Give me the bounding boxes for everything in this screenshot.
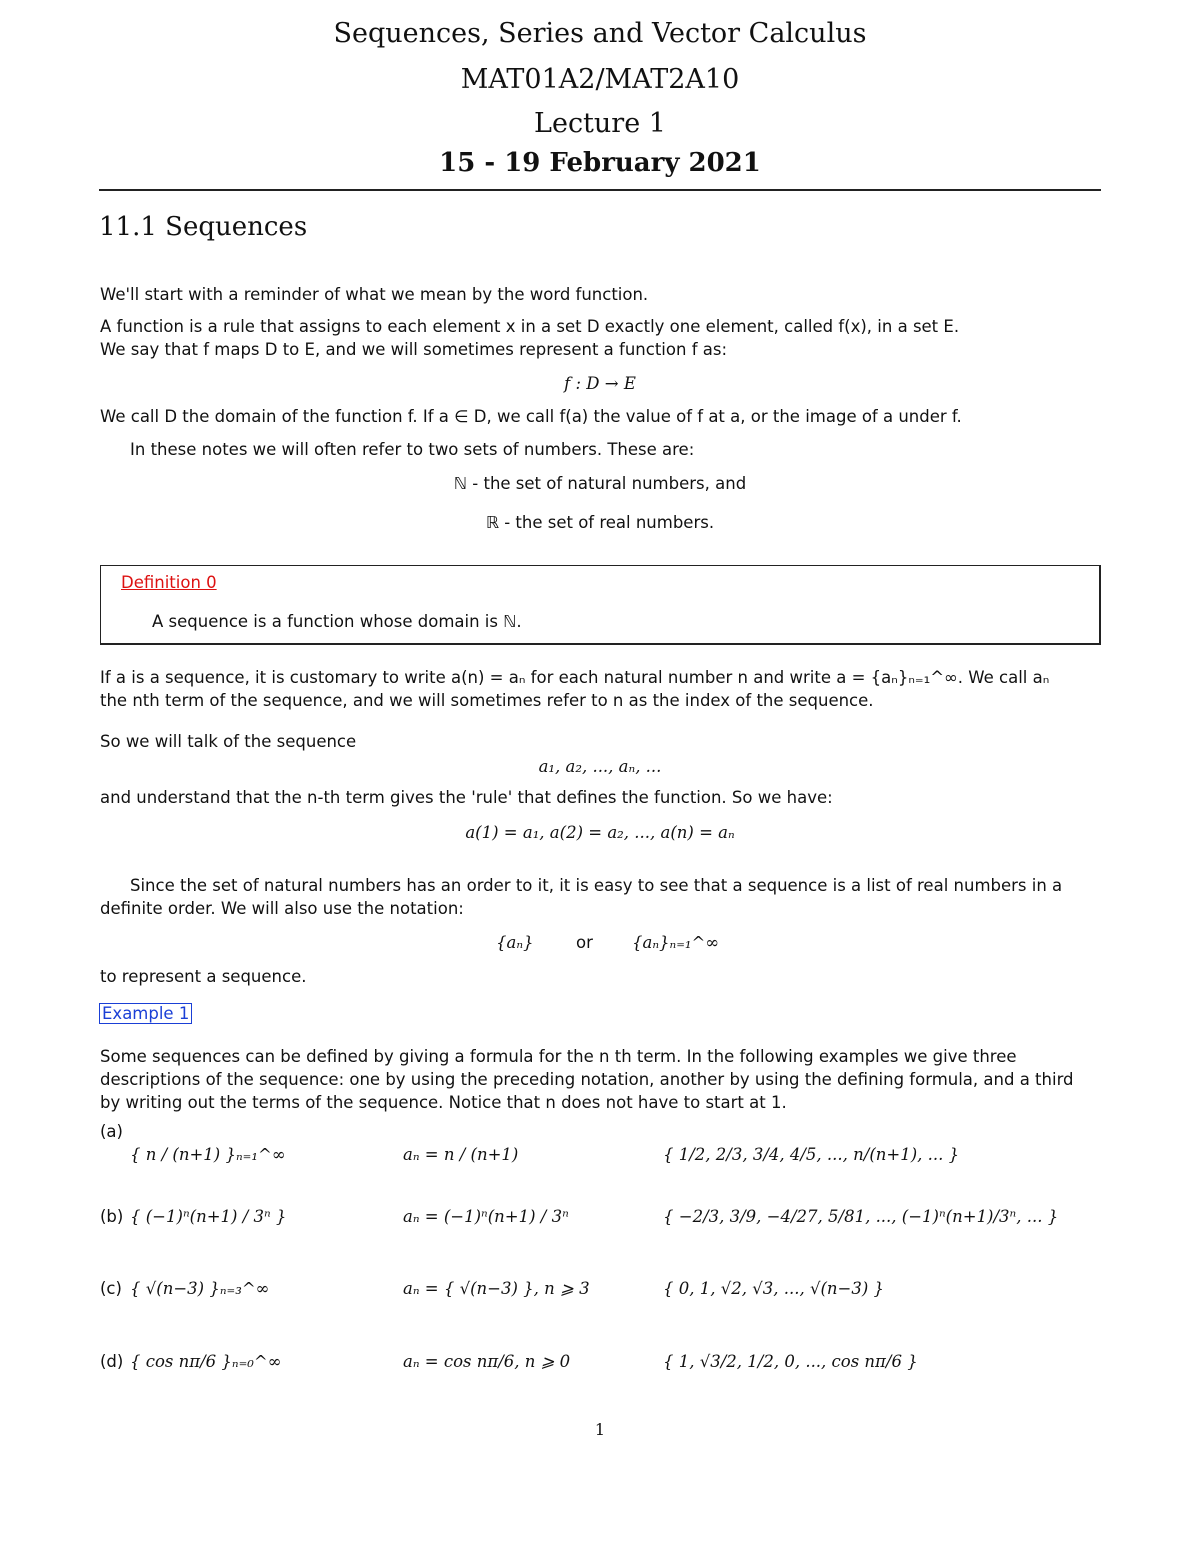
body-paragraph-9b: definite order. We will also use the notation:	[100, 899, 464, 918]
row-d-formula: aₙ = cos nπ/6, n ⩾ 0	[403, 1352, 571, 1371]
row-label: (a)	[100, 1122, 123, 1141]
function-mapping-display: f : D → E	[564, 374, 636, 393]
row-c-formula: aₙ = { √(n−3) }, n ⩾ 3	[403, 1279, 590, 1298]
definition-text: A sequence is a function whose domain is ℕ.	[152, 612, 522, 631]
intro-paragraph-2: A function is a rule that assigns to each element x in a set D exactly one element, called f(x), in a set E.	[100, 317, 960, 336]
row-d-terms: { 1, √3/2, 1/2, 0, ..., cos nπ/6 }	[663, 1352, 918, 1371]
row-a-notation: { n / (n+1) }ₙ₌₁^∞	[130, 1145, 286, 1164]
notation-short: {aₙ}	[496, 933, 534, 952]
course-code: MAT01A2/MAT2A10	[460, 64, 740, 95]
definition-box	[100, 565, 1101, 645]
body-paragraph-7: So we will talk of the sequence	[100, 732, 357, 751]
example-row-d	[100, 1352, 123, 1371]
row-a-terms: { 1/2, 2/3, 3/4, 4/5, ..., n/(n+1), ... }	[663, 1145, 960, 1164]
row-label: (b)	[100, 1207, 124, 1226]
row-b-notation: { (−1)ⁿ(n+1) / 3ⁿ }	[130, 1207, 287, 1226]
row-label: (c)	[100, 1279, 122, 1298]
lecture-number: Lecture 1	[534, 108, 666, 139]
row-b-formula: aₙ = (−1)ⁿ(n+1) / 3ⁿ	[403, 1207, 569, 1226]
example-row-a	[100, 1122, 123, 1141]
row-c-notation: { √(n−3) }ₙ₌₃^∞	[130, 1279, 270, 1298]
example-row-c	[100, 1279, 122, 1298]
sequence-function-display: a(1) = a₁, a(2) = a₂, ..., a(n) = aₙ	[465, 823, 735, 842]
example-paragraph-3: by writing out the terms of the sequence. Notice that n does not have to start at 1.	[100, 1093, 787, 1112]
row-label: (d)	[100, 1352, 124, 1371]
intro-paragraph-4: We call D the domain of the function f. If a ∈ D, we call f(a) the value of f at a, or the image of a under f.	[100, 407, 962, 426]
natural-numbers-set: ℕ - the set of natural numbers, and	[453, 474, 747, 493]
definition-label[interactable]: Definition 0	[121, 573, 217, 592]
header-divider	[99, 189, 1101, 191]
example-label[interactable]: Example 1	[99, 1003, 192, 1024]
document-title: Sequences, Series and Vector Calculus	[333, 18, 867, 49]
example-paragraph-2: descriptions of the sequence: one by using the preceding notation, another by using the defining formula, and a third	[100, 1070, 1074, 1089]
row-c-terms: { 0, 1, √2, √3, ..., √(n−3) }	[663, 1279, 885, 1298]
row-b-terms: { −2/3, 3/9, −4/27, 5/81, ..., (−1)ⁿ(n+1)/3ⁿ, ... }	[663, 1207, 1059, 1226]
body-paragraph-10: to represent a sequence.	[100, 967, 307, 986]
example-row-b	[100, 1207, 123, 1226]
body-paragraph-8: and understand that the n-th term gives the 'rule' that defines the function. So we have:	[100, 788, 833, 807]
body-paragraph-9a: Since the set of natural numbers has an order to it, it is easy to see that a sequence is a list of real numbers in a	[130, 876, 1063, 895]
section-title: 11.1 Sequences	[99, 212, 308, 242]
sequence-terms-display: a₁, a₂, ..., aₙ, ...	[538, 757, 662, 776]
body-paragraph-6a: If a is a sequence, it is customary to write a(n) = aₙ for each natural number n and write a = {aₙ}ₙ₌₁^∞. We call aₙ	[100, 668, 1050, 687]
body-paragraph-6b: the nth term of the sequence, and we will sometimes refer to n as the index of the sequence.	[100, 691, 874, 710]
intro-paragraph-5: In these notes we will often refer to two sets of numbers. These are:	[130, 440, 695, 459]
page-number: 1	[594, 1420, 606, 1439]
intro-paragraph-3: We say that f maps D to E, and we will sometimes represent a function f as:	[100, 340, 728, 359]
row-d-notation: { cos nπ/6 }ₙ₌₀^∞	[130, 1352, 282, 1371]
example-paragraph-1: Some sequences can be defined by giving a formula for the n th term. In the following examples we give three	[100, 1047, 1017, 1066]
intro-paragraph-1: We'll start with a reminder of what we mean by the word function.	[100, 285, 649, 304]
real-numbers-set: ℝ - the set of real numbers.	[485, 513, 715, 532]
lecture-date: 15 - 19 February 2021	[439, 148, 761, 178]
notation-or: or	[576, 933, 593, 952]
row-a-formula: aₙ = n / (n+1)	[403, 1145, 519, 1164]
notation-full: {aₙ}ₙ₌₁^∞	[632, 933, 720, 952]
